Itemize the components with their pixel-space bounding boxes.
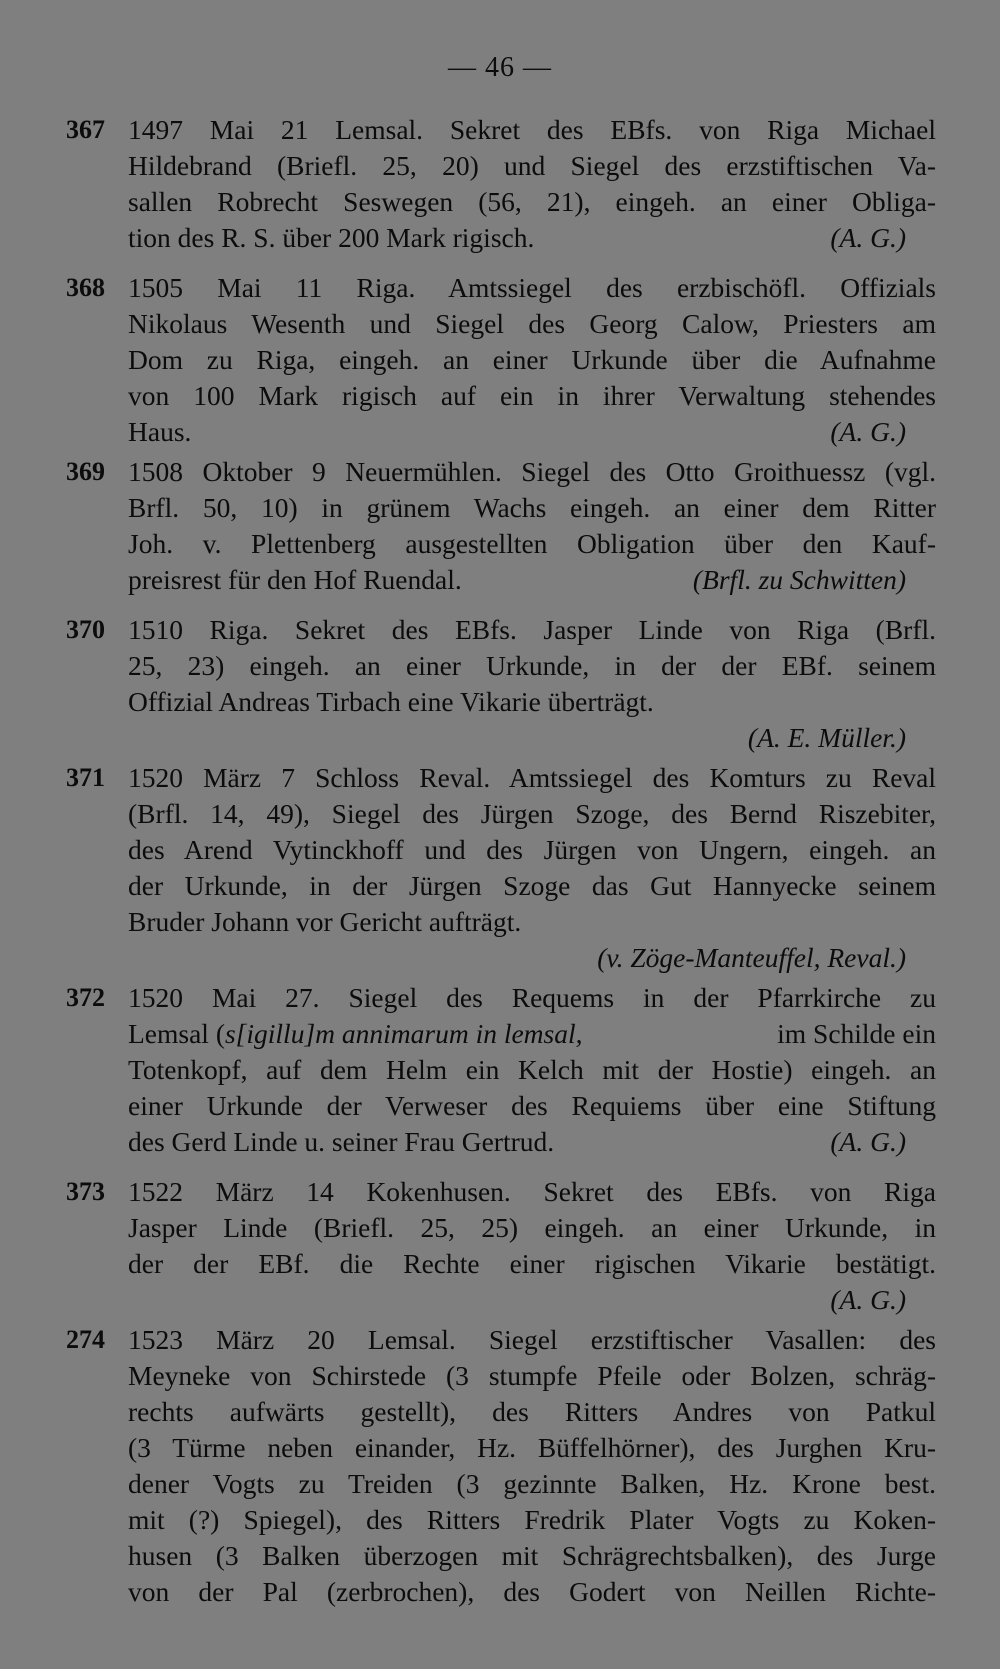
- text-line: des Arend Vytinckhoff und des Jürgen von Ungern, eingeh. an: [128, 834, 936, 865]
- seal-inscription: s[igillu]m annimarum in lemsal,: [224, 1018, 583, 1049]
- last-line-text: des Gerd Linde u. seiner Frau Gertrud.: [128, 1126, 555, 1157]
- text-line: Meyneke von Schirstede (3 stumpfe Pfeile oder Bolzen, schräg-: [128, 1360, 936, 1391]
- text-line: 1520 Mai 27. Siegel des Requems in der Pfarrkirche zu: [128, 982, 936, 1013]
- text-line: Nikolaus Wesenth und Siegel des Georg Calow, Priesters am: [128, 308, 936, 339]
- entry-number: 368: [66, 273, 105, 302]
- entry-274: [66, 1322, 936, 1610]
- text-line: sallen Robrecht Seswegen (56, 21), eingeh. an einer Obliga-: [128, 186, 936, 217]
- text-post: im Schilde ein: [770, 1018, 936, 1049]
- entry-372: [66, 980, 936, 1160]
- entry-number: 274: [66, 1325, 105, 1354]
- entry-text: [128, 1322, 936, 1610]
- source-citation: (A. G.): [830, 416, 906, 447]
- entry-369: [66, 454, 936, 598]
- text-line: 25, 23) eingeh. an einer Urkunde, in der der EBf. seinem: [128, 650, 936, 681]
- text-line: 1522 März 14 Kokenhusen. Sekret des EBfs. von Riga: [128, 1176, 936, 1207]
- text-line: der Urkunde, in der Jürgen Szoge das Gut Hannyecke seinem: [128, 870, 936, 901]
- text-line: Bruder Johann vor Gericht aufträgt.: [128, 906, 522, 937]
- entry-text: [128, 612, 936, 756]
- entry-text: [128, 270, 936, 450]
- entry-text: [128, 112, 936, 256]
- text-line: von der Pal (zerbrochen), des Godert von Neillen Richte-: [128, 1576, 936, 1607]
- text-line: (Brfl. 14, 49), Siegel des Jürgen Szoge, des Bernd Riszebiter,: [128, 798, 936, 829]
- entry-367: [66, 112, 936, 256]
- entry-text: [128, 760, 936, 976]
- text-line: (3 Türme neben einander, Hz. Büffelhörner), des Jurghen Kru-: [128, 1432, 936, 1463]
- text-segment: [128, 1016, 583, 1052]
- text-line: 1520 März 7 Schloss Reval. Amtssiegel des Komturs zu Reval: [128, 762, 936, 793]
- entry-text: [128, 454, 936, 598]
- entry-368: [66, 270, 936, 450]
- text-line: rechts aufwärts gestellt), des Ritters Andres von Patkul: [128, 1396, 936, 1427]
- text-line: [128, 220, 936, 256]
- text-line: [128, 414, 936, 450]
- entry-number: 373: [66, 1177, 105, 1206]
- entry-number: 369: [66, 457, 105, 486]
- source-citation: (A. G.): [830, 1126, 906, 1157]
- entry-number: 370: [66, 615, 105, 644]
- text-line: Jasper Linde (Briefl. 25, 25) eingeh. an einer Urkunde, in: [128, 1212, 936, 1243]
- text-line: Hildebrand (Briefl. 25, 20) und Siegel des erzstiftischen Va-: [128, 150, 936, 181]
- source-citation: (Brfl. zu Schwitten): [692, 564, 906, 595]
- text-line: 1508 Oktober 9 Neuermühlen. Siegel des Otto Groithuessz (vgl.: [128, 456, 936, 487]
- source-citation: (A. G.): [830, 222, 906, 253]
- text-line: dener Vogts zu Treiden (3 gezinnte Balken, Hz. Krone best.: [128, 1468, 936, 1499]
- text-line: Totenkopf, auf dem Helm ein Kelch mit der Hostie) eingeh. an: [128, 1054, 936, 1085]
- last-line-text: Haus.: [128, 416, 192, 447]
- entry-370: [66, 612, 936, 756]
- entry-371: [66, 760, 936, 976]
- text-line: Dom zu Riga, eingeh. an einer Urkunde über die Aufnahme: [128, 344, 936, 375]
- page-number: — 46 —: [448, 52, 552, 83]
- text-line: einer Urkunde der Verweser des Requiems über eine Stiftung: [128, 1090, 936, 1121]
- entry-number: 372: [66, 983, 105, 1012]
- text-line: [128, 1124, 936, 1160]
- text-line: Joh. v. Plettenberg ausgestellten Obligation über den Kauf-: [128, 528, 936, 559]
- text-line: von 100 Mark rigisch auf ein in ihrer Verwaltung stehendes: [128, 380, 936, 411]
- text-pre: Lemsal (: [128, 1018, 225, 1049]
- text-line: der der EBf. die Rechte einer rigischen Vikarie bestätigt.: [128, 1248, 936, 1279]
- source-citation: (A. E. Müller.): [747, 722, 906, 753]
- text-line: 1510 Riga. Sekret des EBfs. Jasper Linde von Riga (Brfl.: [128, 614, 936, 645]
- entry-text: [128, 1174, 936, 1318]
- entry-number: 371: [66, 763, 105, 792]
- entry-list: [66, 112, 936, 1610]
- text-line: [128, 562, 936, 598]
- text-line: Brfl. 50, 10) in grünem Wachs eingeh. an einer dem Ritter: [128, 492, 936, 523]
- text-line: mit (?) Spiegel), des Ritters Fredrik Plater Vogts zu Koken-: [128, 1504, 936, 1535]
- text-line: [128, 1016, 936, 1052]
- entry-text: [128, 980, 936, 1160]
- text-line: 1523 März 20 Lemsal. Siegel erzstiftischer Vasallen: des: [128, 1324, 936, 1355]
- text-line: husen (3 Balken überzogen mit Schrägrechtsbalken), des Jurge: [128, 1540, 936, 1571]
- text-line: Offizial Andreas Tirbach eine Vikarie überträgt.: [128, 686, 654, 717]
- entry-number: 367: [66, 115, 105, 144]
- last-line-text: preisrest für den Hof Ruendal.: [128, 564, 462, 595]
- source-citation: (A. G.): [830, 1284, 906, 1315]
- text-line: 1505 Mai 11 Riga. Amtssiegel des erzbischöfl. Offizials: [128, 272, 936, 303]
- last-line-text: tion des R. S. über 200 Mark rigisch.: [128, 222, 535, 253]
- source-citation: (v. Zöge-Manteuffel, Reval.): [597, 942, 906, 973]
- entry-373: [66, 1174, 936, 1318]
- text-line: 1497 Mai 21 Lemsal. Sekret des EBfs. von Riga Michael: [128, 114, 936, 145]
